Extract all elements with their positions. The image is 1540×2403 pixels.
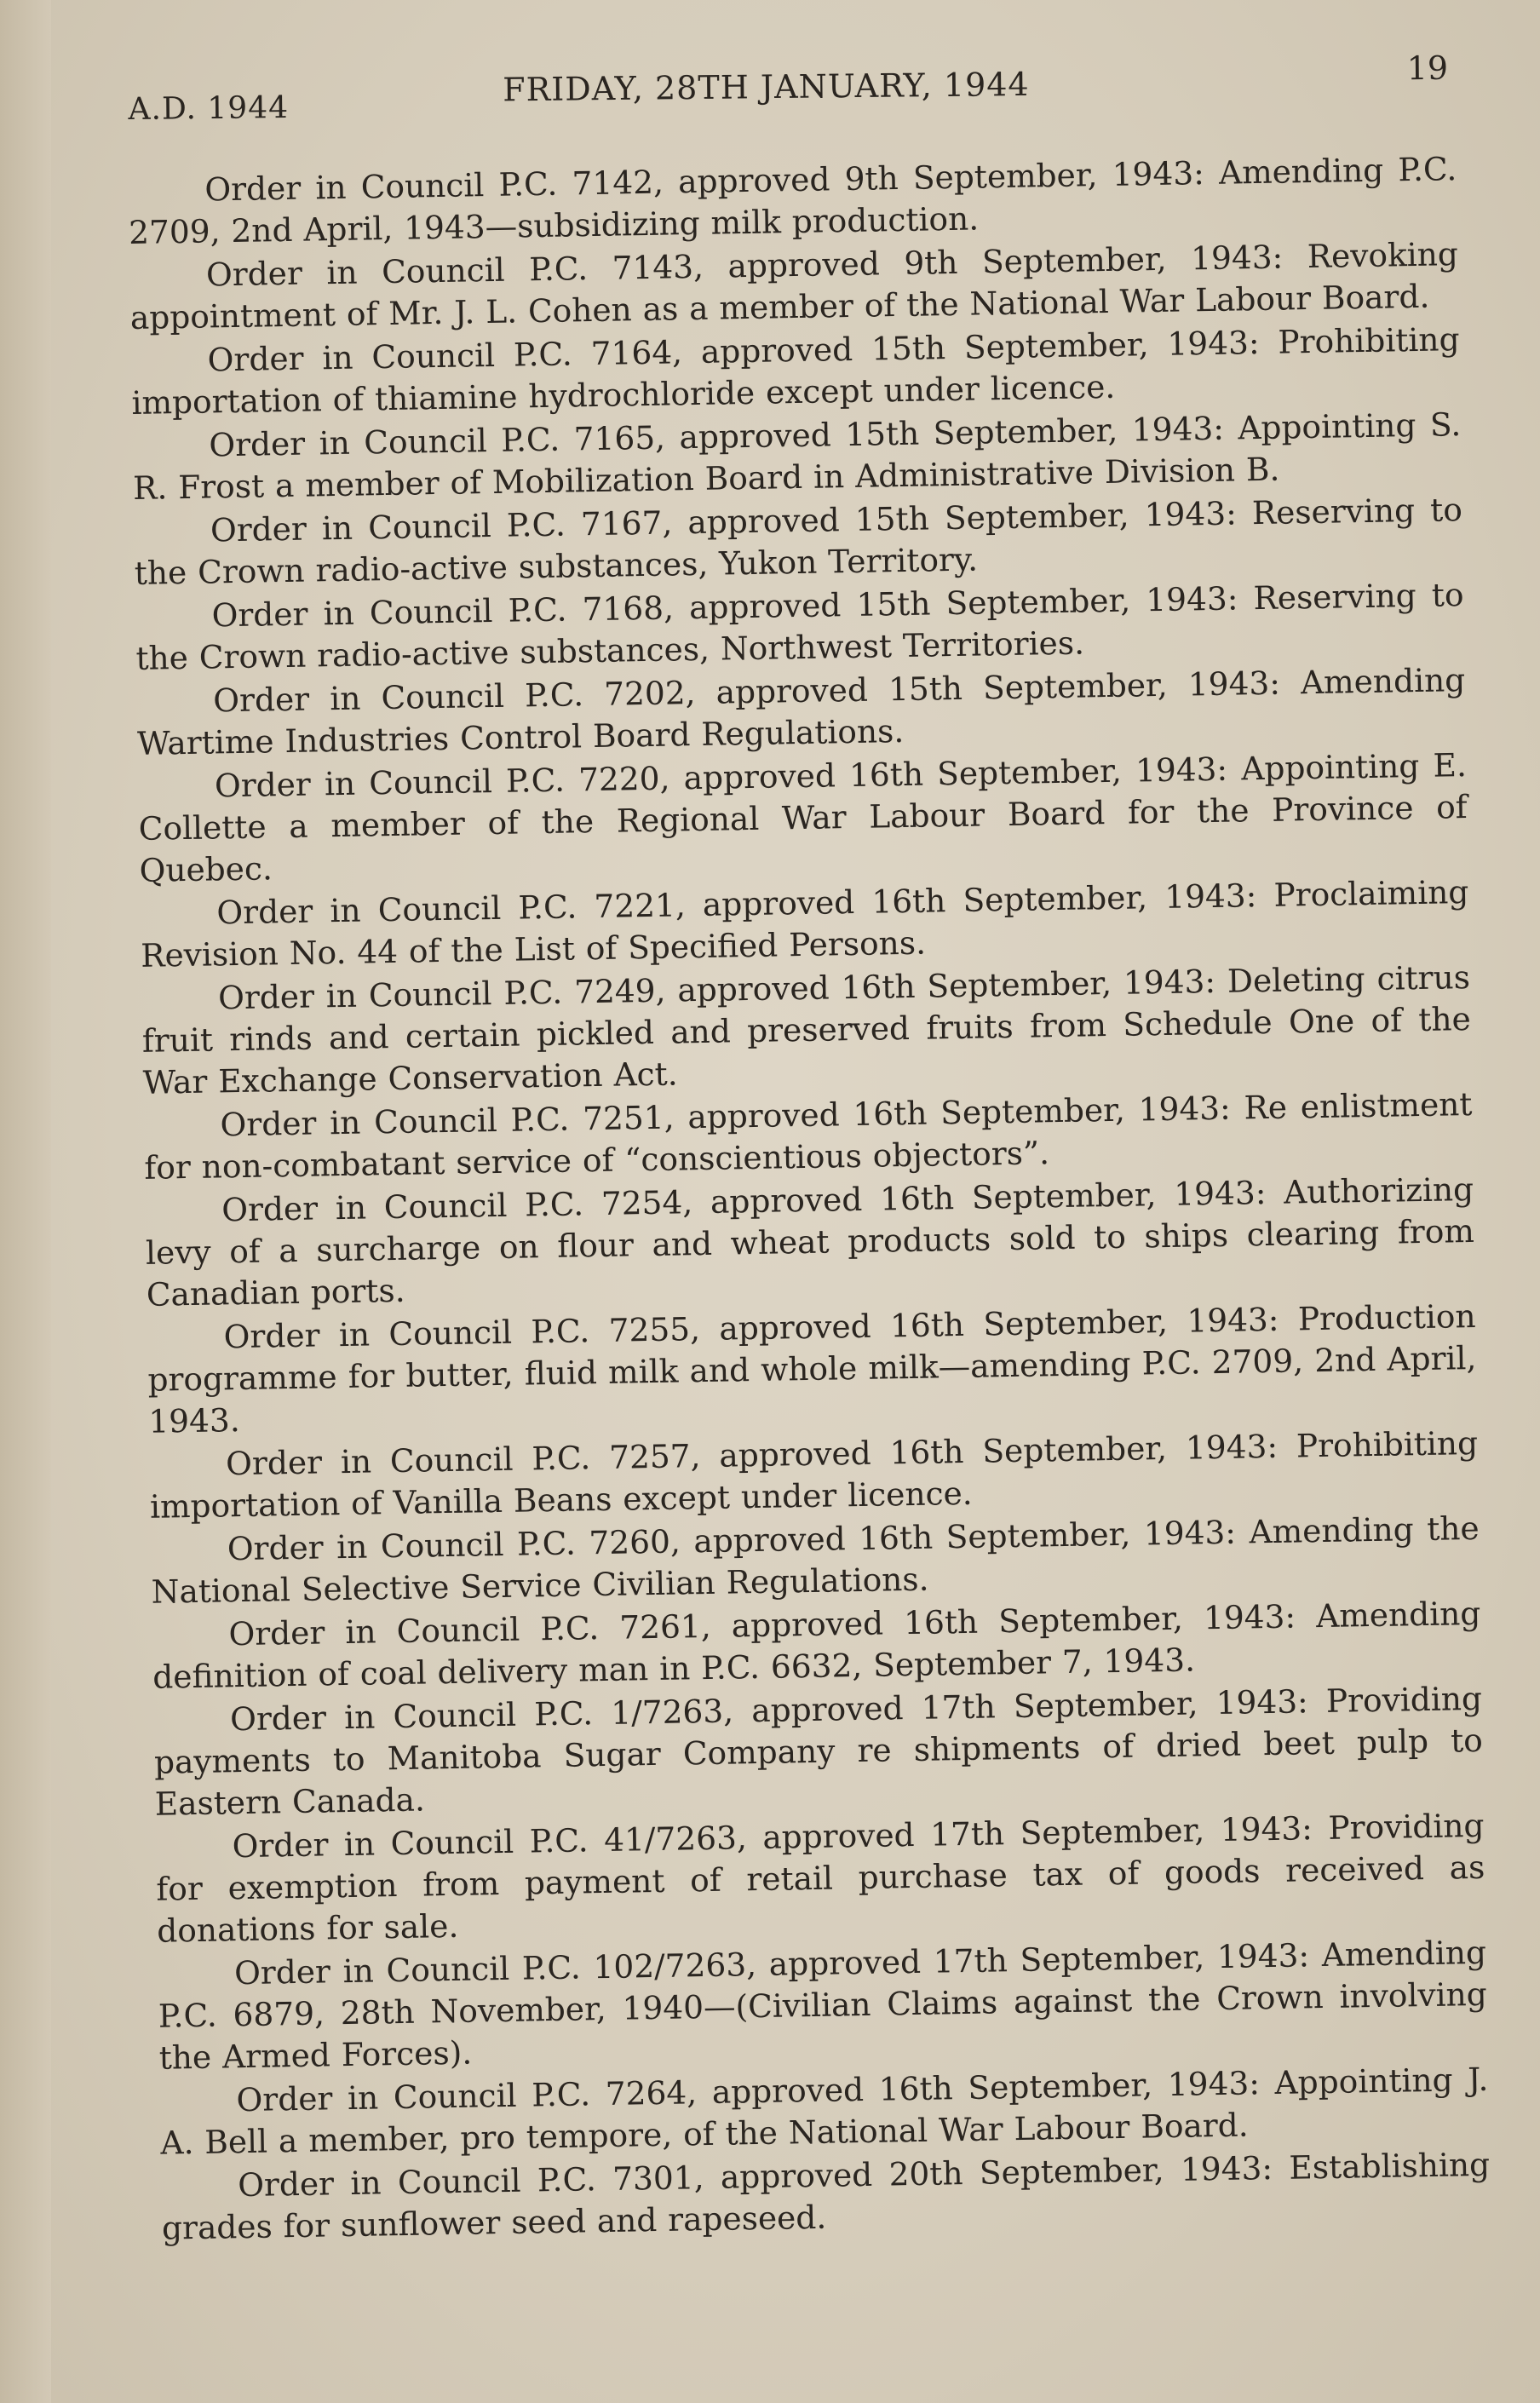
order-list <box>128 148 1491 2251</box>
order-entry: Order in Council P.C. 7221, approved 16th September, 1943: Proclaiming Revision No. 44 of the List of Specified Persons. <box>140 873 1469 974</box>
order-entry: Order in Council P.C. 7167, approved 15th September, 1943: Reserving to the Crown radio-active substances, Yukon Territory. <box>134 491 1463 592</box>
order-entry: Order in Council P.C. 7165, approved 15th September, 1943: Appointing S. R. Frost a member of Mobilization Board in Administrative Division B. <box>132 405 1462 507</box>
order-entry: Order in Council P.C. 41/7263, approved 17th September, 1943: Providing for exemption from payment of retail purchase tax of goods received as donations for sale. <box>156 1806 1485 1950</box>
order-entry: Order in Council P.C. 7260, approved 16th September, 1943: Amending the National Selective Service Civilian Regulations. <box>151 1509 1480 1611</box>
order-entry: Order in Council P.C. 7220, approved 16th September, 1943: Appointing E. Collette a member of the Regional War Labour Board for the Province of Quebec. <box>138 746 1468 889</box>
order-entry: Order in Council P.C. 7257, approved 16th September, 1943: Prohibiting importation of Vanilla Beans except under licence. <box>149 1423 1479 1526</box>
order-entry: Order in Council P.C. 7143, approved 9th September, 1943: Revoking appointment of Mr. J. L. Cohen as a member of the National War Labour Board. <box>129 235 1459 336</box>
order-entry: Order in Council P.C. 7142, approved 9th September, 1943: Amending P.C. 2709, 2nd April, 1943—subsidizing milk production. <box>128 150 1457 251</box>
order-entry: Order in Council P.C. 7261, approved 16th September, 1943: Amending definition of coal delivery man in P.C. 6632, September 7, 1943. <box>152 1594 1481 1696</box>
page-number: 19 <box>1406 49 1449 88</box>
order-entry: Order in Council P.C. 102/7263, approved 17th September, 1943: Amending P.C. 6879, 28th November, 1940—(Civilian Claims against the Crown involving the Armed Forces). <box>158 1933 1488 2077</box>
order-entry: Order in Council P.C. 7249, approved 16th September, 1943: Deleting citrus fruit rinds and certain pickled and preserved fruits from Schedule One of the War Exchange Conservation Act. <box>141 958 1472 1101</box>
order-entry: Order in Council P.C. 7251, approved 16th September, 1943: Re enlistment for non-combatant service of “conscientious objectors”. <box>144 1084 1473 1187</box>
order-entry: Order in Council P.C. 7301, approved 20th September, 1943: Establishing grades for sunflower seed and rapeseed. <box>161 2145 1491 2247</box>
header-year: A.D. 1944 <box>128 90 290 127</box>
order-entry: Order in Council P.C. 7168, approved 15th September, 1943: Reserving to the Crown radio-active substances, Northwest Territories. <box>135 576 1464 677</box>
order-entry: Order in Council P.C. 7164, approved 15th September, 1943: Prohibiting importation of thiamine hydrochloride except under licence. <box>131 320 1460 422</box>
order-entry: Order in Council P.C. 7254, approved 16th September, 1943: Authorizing levy of a surcharge on flour and wheat products sold to ships clearing from Canadian ports. <box>145 1170 1475 1314</box>
order-entry: Order in Council P.C. 7255, approved 16th September, 1943: Production programme for butter, fluid milk and whole milk—amending P.C. 2709, 2nd April, 1943. <box>147 1296 1477 1440</box>
order-entry: Order in Council P.C. 7202, approved 15th September, 1943: Amending Wartime Industries Control Board Regulations. <box>136 661 1466 762</box>
page-header <box>128 49 1449 127</box>
order-entry: Order in Council P.C. 1/7263, approved 17th September, 1943: Providing payments to Manitoba Sugar Company re shipments of dried beet pulp to Eastern Canada. <box>153 1679 1484 1823</box>
page-spine-shadow <box>0 0 51 2403</box>
order-entry: Order in Council P.C. 7264, approved 16th September, 1943: Appointing J. A. Bell a member, pro tempore, of the National War Labour Board. <box>160 2060 1489 2162</box>
header-date: FRIDAY, 28TH JANUARY, 1944 <box>503 65 1030 109</box>
